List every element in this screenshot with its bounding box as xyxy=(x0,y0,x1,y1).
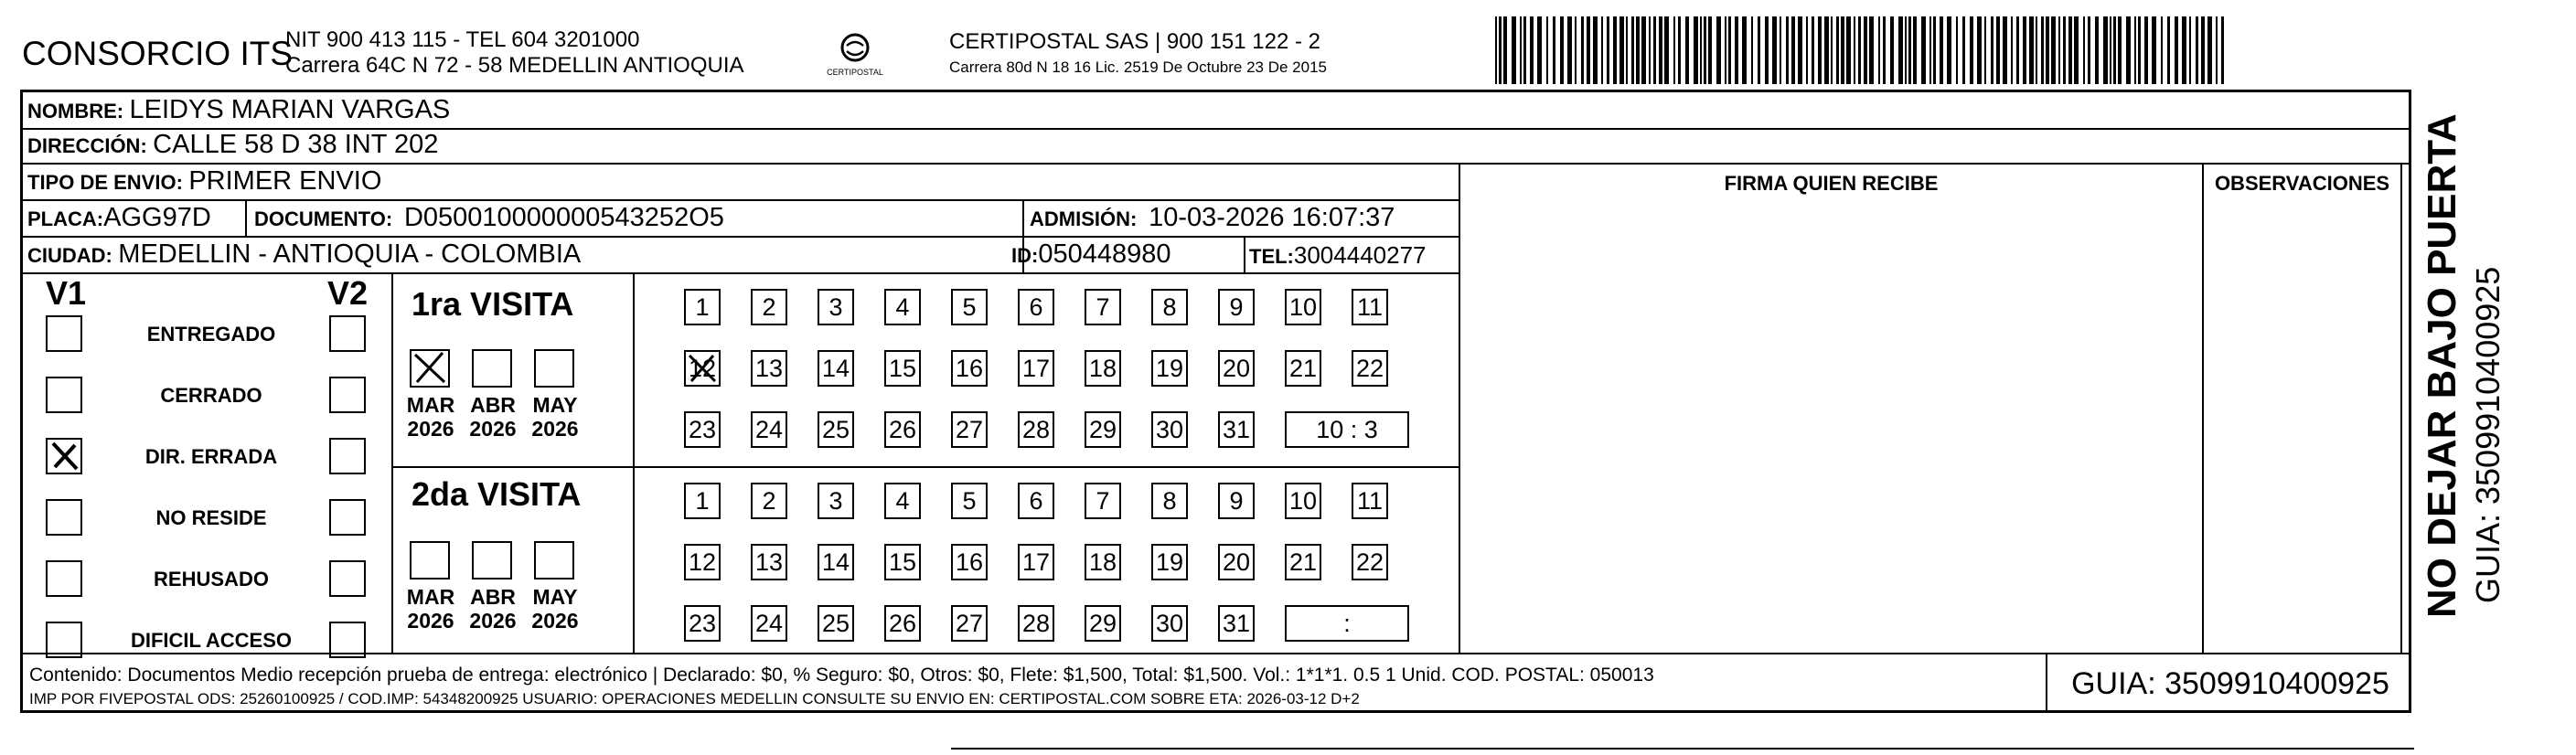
barcode-bar xyxy=(1947,16,1951,84)
barcode-bar xyxy=(2046,16,2049,84)
barcode-bar xyxy=(1716,16,1721,84)
tipo-label: TIPO DE ENVIO: xyxy=(27,171,183,194)
month-name: MAY xyxy=(532,585,578,609)
visit2-day-2[interactable]: 2 xyxy=(751,483,787,519)
status-label: DIR. ERRADA xyxy=(144,445,278,468)
visit1-day-11[interactable]: 11 xyxy=(1352,289,1388,325)
barcode-bar xyxy=(1613,16,1617,84)
barcode-bar xyxy=(2167,16,2170,84)
barcode-bar xyxy=(1503,16,1507,84)
barcode-bar xyxy=(2016,16,2019,84)
placa-label: PLACA: xyxy=(27,207,104,230)
barcode-bar xyxy=(1593,16,1598,84)
barcode-bar xyxy=(1560,16,1564,84)
observaciones-header: OBSERVACIONES xyxy=(2214,172,2390,195)
status-label: DIFICIL ACCESO xyxy=(130,629,292,652)
tipo-field xyxy=(27,166,381,197)
visit1-day-7[interactable]: 7 xyxy=(1085,289,1121,325)
v1-header: V1 xyxy=(46,274,87,312)
barcode-bar xyxy=(2095,16,2099,84)
visit1-day-1[interactable]: 1 xyxy=(684,289,721,325)
admision-value: 10-03-2026 16:07:37 xyxy=(1149,203,1395,232)
visit2-day-10[interactable]: 10 xyxy=(1285,483,1321,519)
visit2-month-checkbox[interactable] xyxy=(410,541,450,580)
visit1-day-3[interactable]: 3 xyxy=(818,289,854,325)
v2-checkbox[interactable] xyxy=(329,438,366,474)
barcode-bar xyxy=(1653,16,1656,84)
visit2-day-26[interactable]: 26 xyxy=(884,605,921,642)
visit1-day-16[interactable]: 16 xyxy=(951,350,988,387)
visit1-day-25[interactable]: 25 xyxy=(818,411,854,448)
barcode-bar xyxy=(1908,16,1911,84)
barcode-bar xyxy=(1523,16,1526,84)
month-name: ABR xyxy=(470,393,516,417)
barcode-bar xyxy=(1869,16,1874,84)
visit2-day-18[interactable]: 18 xyxy=(1085,544,1121,580)
barcode-bar xyxy=(2029,16,2034,84)
barcode-bar xyxy=(2051,16,2056,84)
visit2-month-label xyxy=(465,585,521,633)
status-label: NO RESIDE xyxy=(155,506,267,529)
barcode-bar xyxy=(2182,16,2186,84)
barcode-bar xyxy=(1818,16,1822,84)
barcode-bar xyxy=(1587,16,1590,84)
month-year: 2026 xyxy=(531,417,579,441)
barcode-bar xyxy=(1780,16,1781,84)
visit1-month-checkbox[interactable] xyxy=(534,349,574,388)
barcode-bar xyxy=(1812,16,1814,84)
visit2-day-24[interactable]: 24 xyxy=(751,605,787,642)
certipostal-line: CERTIPOSTAL SAS | 900 151 122 - 2 xyxy=(949,29,1320,54)
ciudad-label: CIUDAD: xyxy=(27,244,112,267)
visit2-day-30[interactable]: 30 xyxy=(1151,605,1188,642)
nit-line: NIT 900 413 115 - TEL 604 3201000 xyxy=(285,27,640,52)
barcode-bar xyxy=(1846,16,1851,84)
documento-field xyxy=(254,203,724,233)
barcode-bar xyxy=(1890,16,1894,84)
barcode-bar xyxy=(2113,16,2116,84)
barcode-bar xyxy=(2088,16,2090,84)
barcode-bar xyxy=(1685,16,1689,84)
barcode-bar xyxy=(1499,16,1502,84)
visit1-day-4[interactable]: 4 xyxy=(884,289,921,325)
visit2-day-15[interactable]: 15 xyxy=(884,544,921,580)
firma-header: FIRMA QUIEN RECIBE xyxy=(1724,172,1939,195)
barcode-bar xyxy=(1704,16,1706,84)
barcode-bar xyxy=(2036,16,2037,84)
barcode-bar xyxy=(1791,16,1795,84)
barcode-bar xyxy=(1905,16,1907,84)
visit1-day-28[interactable]: 28 xyxy=(1018,411,1054,448)
visit1-day-5[interactable]: 5 xyxy=(951,289,988,325)
documento-label: DOCUMENTO: xyxy=(254,207,393,230)
documento-value: D050010000000543252O5 xyxy=(403,203,724,232)
v1-checkbox[interactable] xyxy=(46,377,82,413)
barcode-bar xyxy=(1700,16,1702,84)
address-line: Carrera 64C N 72 - 58 MEDELLIN ANTIOQUIA xyxy=(285,53,744,78)
month-year: 2026 xyxy=(531,609,579,633)
visit1-day-26[interactable]: 26 xyxy=(884,411,921,448)
footer-content: Contenido: Documentos Medio recepción prueba de entrega: electrónico | Declarado: $0, % Seguro: $0, Otros: $0, Flete: $1,500, Total: $1,500. Vol.: 1*1*1. 0.5 1 Unid. COD. POSTAL: 050013 xyxy=(29,665,1654,686)
barcode-bar xyxy=(2207,16,2212,84)
status-label: ENTREGADO xyxy=(146,323,276,346)
barcode-bar xyxy=(2041,16,2044,84)
visit1-day-14[interactable]: 14 xyxy=(818,350,854,387)
certipostal-info xyxy=(949,29,1327,80)
divider xyxy=(1244,236,1245,274)
divider xyxy=(20,163,2411,165)
visit2-month-label xyxy=(402,585,459,633)
v2-checkbox[interactable] xyxy=(329,622,366,658)
guia-number: GUIA: 3509910400925 xyxy=(2046,656,2413,713)
barcode-bar xyxy=(1581,16,1584,84)
barcode-bar xyxy=(1678,16,1681,84)
barcode-bar xyxy=(2201,16,2205,84)
side-guia: GUIA: 3509910400925 xyxy=(2469,266,2507,603)
visit1-month-label xyxy=(465,393,521,441)
barcode-bar xyxy=(1831,16,1833,84)
barcode-bar xyxy=(2161,16,2163,84)
visit1-day-15[interactable]: 15 xyxy=(884,350,921,387)
barcode-bar xyxy=(2118,16,2122,84)
divider xyxy=(2202,163,2204,654)
v2-checkbox[interactable] xyxy=(329,560,366,597)
barcode-bar xyxy=(1864,16,1867,84)
barcode-bar xyxy=(1520,16,1522,84)
divider xyxy=(391,466,1459,468)
barcode-bar xyxy=(1758,16,1760,84)
barcode-bar xyxy=(1772,16,1777,84)
id-value: 050448980 xyxy=(1038,239,1171,269)
visit1-day-18[interactable]: 18 xyxy=(1085,350,1121,387)
barcode-bar xyxy=(1735,16,1738,84)
barcode-bar xyxy=(1631,16,1634,84)
barcode-bar xyxy=(1933,16,1936,84)
visit1-day-12[interactable]: 12 xyxy=(684,350,721,387)
barcode-bar xyxy=(1898,16,1903,84)
tel-value: 3004440277 xyxy=(1293,241,1427,269)
visit2-day-25[interactable]: 25 xyxy=(818,605,854,642)
nombre-label: NOMBRE: xyxy=(27,100,124,122)
barcode-bar xyxy=(2134,16,2136,84)
barcode-bar xyxy=(2138,16,2141,84)
barcode-bar xyxy=(2023,16,2026,84)
id-field xyxy=(1011,239,1170,270)
barcode-bar xyxy=(1878,16,1880,84)
divider xyxy=(20,653,2411,654)
v1-checkbox[interactable] xyxy=(46,622,82,658)
barcode-bar xyxy=(1673,16,1675,84)
tel-field xyxy=(1249,241,1427,270)
barcode-bar xyxy=(1836,16,1839,84)
visit2-day-21[interactable]: 21 xyxy=(1285,544,1321,580)
barcode-bar xyxy=(1841,16,1844,84)
barcode-bar xyxy=(1601,16,1603,84)
ciudad-field xyxy=(27,239,581,270)
visit2-day-4[interactable]: 4 xyxy=(884,483,921,519)
barcode-bar xyxy=(2003,16,2007,84)
barcode-bar xyxy=(1940,16,1943,84)
visit1-day-2[interactable]: 2 xyxy=(751,289,787,325)
nombre-value: LEIDYS MARIAN VARGAS xyxy=(129,95,451,124)
tel-label: TEL: xyxy=(1249,245,1294,268)
placa-field xyxy=(27,203,211,233)
visit1-day-29[interactable]: 29 xyxy=(1085,411,1121,448)
visit2-day-31[interactable]: 31 xyxy=(1218,605,1255,642)
visit2-day-16[interactable]: 16 xyxy=(951,544,988,580)
company-info xyxy=(285,27,744,79)
visit1-title: 1ra VISITA xyxy=(412,285,574,323)
visit2-day-20[interactable]: 20 xyxy=(1218,544,1255,580)
barcode-bar xyxy=(1708,16,1712,84)
visit1-day-31[interactable]: 31 xyxy=(1218,411,1255,448)
month-name: MAY xyxy=(532,393,578,417)
month-year: 2026 xyxy=(407,417,454,441)
barcode-bar xyxy=(1553,16,1555,84)
visit1-day-22[interactable]: 22 xyxy=(1352,350,1388,387)
barcode-bar xyxy=(1742,16,1747,84)
barcode-bar xyxy=(1806,16,1808,84)
visit2-day-29[interactable]: 29 xyxy=(1085,605,1121,642)
divider xyxy=(20,199,1459,201)
month-name: MAR xyxy=(406,393,455,417)
barcode-bar xyxy=(1929,16,1931,84)
visit2-day-22[interactable]: 22 xyxy=(1352,544,1388,580)
barcode-bar xyxy=(1512,16,1516,84)
visit2-day-1[interactable]: 1 xyxy=(684,483,721,519)
visit2-day-3[interactable]: 3 xyxy=(818,483,854,519)
barcode-bar xyxy=(2083,16,2085,84)
barcode-bar xyxy=(1991,16,1993,84)
visit1-day-10[interactable]: 10 xyxy=(1285,289,1321,325)
visit2-day-7[interactable]: 7 xyxy=(1085,483,1121,519)
v2-header: V2 xyxy=(327,274,369,312)
barcode-bar xyxy=(1537,16,1542,84)
direccion-label: DIRECCIÓN: xyxy=(27,134,147,157)
barcode-bar xyxy=(1567,16,1572,84)
barcode-bar xyxy=(1977,16,1982,84)
visit1-day-30[interactable]: 30 xyxy=(1151,411,1188,448)
visit2-day-28[interactable]: 28 xyxy=(1018,605,1054,642)
barcode-bar xyxy=(1858,16,1861,84)
admision-label: ADMISIÓN: xyxy=(1030,207,1138,230)
barcode-bar xyxy=(1798,16,1802,84)
barcode-bar xyxy=(1956,16,1958,84)
month-year: 2026 xyxy=(469,609,517,633)
id-label: ID: xyxy=(1011,244,1039,267)
barcode-bar xyxy=(1636,16,1640,84)
divider xyxy=(2400,163,2402,654)
company-name: CONSORCIO ITS xyxy=(22,35,294,72)
divider xyxy=(245,199,247,238)
barcode-bar xyxy=(1765,16,1769,84)
v1-checkbox[interactable] xyxy=(46,315,82,352)
bottom-edge xyxy=(951,748,2414,750)
logo-text: CERTIPOSTAL xyxy=(827,68,883,77)
visit2-day-23[interactable]: 23 xyxy=(684,605,721,642)
placa-value: AGG97D xyxy=(103,203,211,232)
visit1-day-20[interactable]: 20 xyxy=(1218,350,1255,387)
visit2-day-27[interactable]: 27 xyxy=(951,605,988,642)
visit1-day-6[interactable]: 6 xyxy=(1018,289,1054,325)
barcode-bar xyxy=(2058,16,2060,84)
visit1-day-8[interactable]: 8 xyxy=(1151,289,1188,325)
divider xyxy=(1459,163,1460,654)
v2-checkbox[interactable] xyxy=(329,499,366,536)
barcode-bar xyxy=(1495,16,1497,84)
visit1-day-23[interactable]: 23 xyxy=(684,411,721,448)
barcode-bar xyxy=(2110,16,2111,84)
barcode-bar xyxy=(1649,16,1651,84)
visit2-day-9[interactable]: 9 xyxy=(1218,483,1255,519)
barcode-bar xyxy=(2068,16,2072,84)
status-label: REHUSADO xyxy=(154,568,269,590)
visit2-day-5[interactable]: 5 xyxy=(951,483,988,519)
divider xyxy=(391,272,393,654)
barcode-bar xyxy=(1786,16,1789,84)
visit1-day-19[interactable]: 19 xyxy=(1151,350,1188,387)
barcode-bar xyxy=(2175,16,2178,84)
month-year: 2026 xyxy=(469,417,517,441)
no-dejar-warning: NO DEJAR BAJO PUERTA xyxy=(2420,113,2464,618)
visit2-day-17[interactable]: 17 xyxy=(1018,544,1054,580)
barcode-bar xyxy=(1824,16,1829,84)
visit2-month-checkbox[interactable] xyxy=(472,541,512,580)
barcode-bar xyxy=(2196,16,2198,84)
visit2-time-field[interactable]: : xyxy=(1285,605,1409,642)
visit1-time-field[interactable]: 10 : 3 xyxy=(1285,411,1409,448)
visit1-day-9[interactable]: 9 xyxy=(1218,289,1255,325)
footer-imp: IMP POR FIVEPOSTAL ODS: 25260100925 / COD.IMP: 54348200925 USUARIO: OPERACIONES MEDELLIN CONSULTE SU ENVIO EN: CERTIPOSTAL.COM SOBRE ETA: 2026-03-12 D+2 xyxy=(29,690,1360,707)
barcode-bar xyxy=(1984,16,1986,84)
visit1-day-21[interactable]: 21 xyxy=(1285,350,1321,387)
visit1-day-17[interactable]: 17 xyxy=(1018,350,1054,387)
barcode-bar xyxy=(1694,16,1698,84)
barcode-bar xyxy=(1725,16,1726,84)
barcode-bar xyxy=(1854,16,1855,84)
v1-checkbox[interactable] xyxy=(46,438,82,474)
visit2-day-13[interactable]: 13 xyxy=(751,544,787,580)
ciudad-value: MEDELLIN - ANTIOQUIA - COLOMBIA xyxy=(118,239,582,269)
visit2-month-checkbox[interactable] xyxy=(534,541,574,580)
visit2-day-19[interactable]: 19 xyxy=(1151,544,1188,580)
barcode-bar xyxy=(1728,16,1731,84)
barcode-bar xyxy=(1913,16,1917,84)
barcode-bar xyxy=(1607,16,1609,84)
barcode-bar xyxy=(1575,16,1577,84)
month-name: MAR xyxy=(406,585,455,609)
barcode-bar xyxy=(2103,16,2108,84)
month-year: 2026 xyxy=(407,609,454,633)
certipostal-logo xyxy=(823,27,887,82)
barcode-bar xyxy=(1970,16,1973,84)
barcode-bar xyxy=(1962,16,1965,84)
visit1-day-24[interactable]: 24 xyxy=(751,411,787,448)
v2-checkbox[interactable] xyxy=(329,315,366,352)
visit1-day-27[interactable]: 27 xyxy=(951,411,988,448)
barcode-bar xyxy=(1626,16,1628,84)
barcode xyxy=(1495,16,2229,84)
barcode-bar xyxy=(2221,16,2224,84)
visit1-month-label xyxy=(402,393,459,441)
admision-field xyxy=(1030,203,1395,233)
barcode-bar xyxy=(1664,16,1669,84)
v2-checkbox[interactable] xyxy=(329,377,366,413)
divider xyxy=(633,272,635,654)
v1-checkbox[interactable] xyxy=(46,560,82,597)
barcode-bar xyxy=(1530,16,1534,84)
direccion-value: CALLE 58 D 38 INT 202 xyxy=(153,130,439,159)
barcode-bar xyxy=(1921,16,1926,84)
barcode-bar xyxy=(1996,16,2000,84)
barcode-bar xyxy=(2126,16,2131,84)
visit1-day-13[interactable]: 13 xyxy=(751,350,787,387)
direccion-field xyxy=(27,130,438,160)
barcode-bar xyxy=(2144,16,2148,84)
barcode-bar xyxy=(2063,16,2066,84)
visit2-day-11[interactable]: 11 xyxy=(1352,483,1388,519)
nombre-field xyxy=(27,95,450,125)
barcode-bar xyxy=(1619,16,1624,84)
visit2-day-12[interactable]: 12 xyxy=(684,544,721,580)
tipo-value: PRIMER ENVIO xyxy=(188,166,382,196)
barcode-bar xyxy=(2011,16,2013,84)
v1-checkbox[interactable] xyxy=(46,499,82,536)
barcode-bar xyxy=(2074,16,2079,84)
visit1-month-label xyxy=(527,393,583,441)
status-label: CERRADO xyxy=(160,384,262,407)
barcode-bar xyxy=(1546,16,1548,84)
barcode-bar xyxy=(2152,16,2156,84)
barcode-bar xyxy=(1751,16,1753,84)
barcode-bar xyxy=(2189,16,2191,84)
visit2-title: 2da VISITA xyxy=(412,475,582,513)
license-line: Carrera 80d N 18 16 Lic. 2519 De Octubre 23 De 2015 xyxy=(949,58,1327,76)
visit2-day-6[interactable]: 6 xyxy=(1018,483,1054,519)
visit1-month-checkbox[interactable] xyxy=(472,349,512,388)
visit2-month-label xyxy=(527,585,583,633)
barcode-bar xyxy=(1883,16,1886,84)
barcode-bar xyxy=(1659,16,1662,84)
visit2-day-14[interactable]: 14 xyxy=(818,544,854,580)
barcode-bar xyxy=(1641,16,1646,84)
month-name: ABR xyxy=(470,585,516,609)
visit1-month-checkbox[interactable] xyxy=(410,349,450,388)
barcode-bar xyxy=(2216,16,2218,84)
visit2-day-8[interactable]: 8 xyxy=(1151,483,1188,519)
